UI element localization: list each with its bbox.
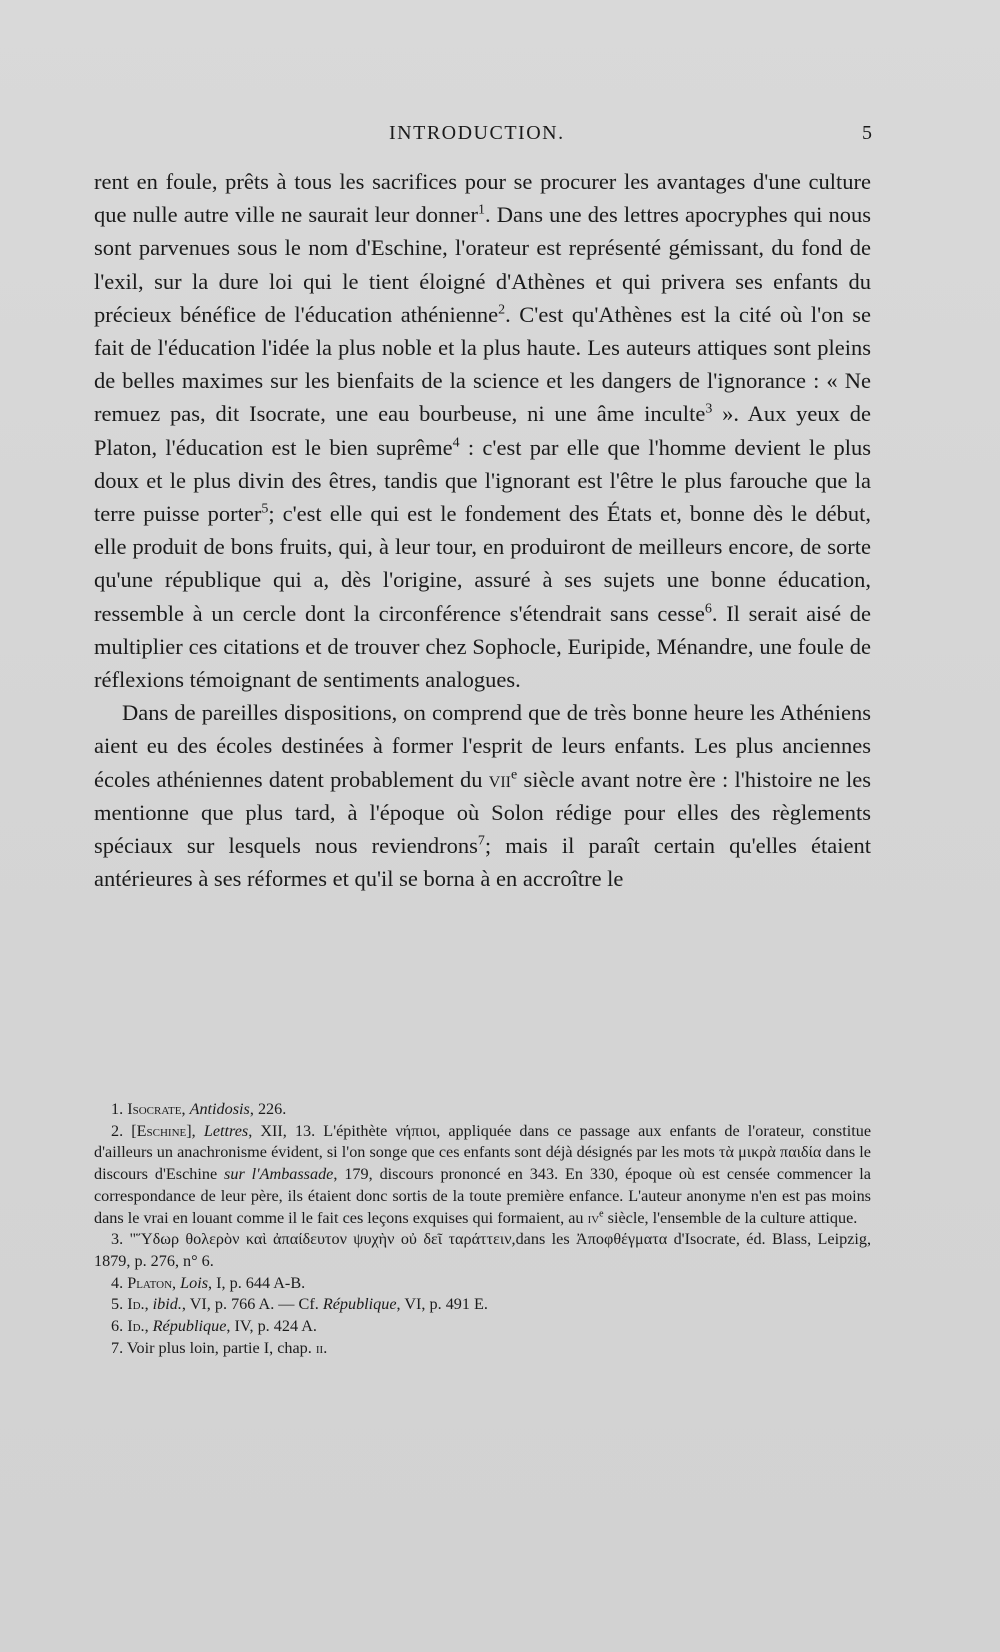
text-run: . C'est qu'Athènes est la cité où l'on se fait de l'éducation l'idée la plus noble et la plus haute. Les auteurs attiques sont pleins de belles maximes sur les bienfaits de la science et les dangers de l'ignorance : « Ne remuez pas, dit Isocrate, une eau bourbeuse, ni une âme inculte [94, 301, 871, 427]
text-run: . Dans une des lettres apocryphes qui nous sont parvenues sous le nom d'Eschine, l'orateur est représenté gémissant, du fond de l'exil, sur la dure loi qui le tient éloigné d'Athènes et qui privera ses enfants du précieux bénéfice de l'éducation athénienne [94, 202, 871, 327]
text-run: , I, p. 644 A-B. [208, 1273, 306, 1292]
text-run: . [323, 1338, 328, 1357]
footnote-author: Isocrate [127, 1100, 182, 1118]
footnote-number: 1. [111, 1100, 124, 1118]
footnote-5 [94, 1294, 871, 1316]
page-header [94, 122, 872, 152]
text-run: dans le discours d'Eschine [94, 1143, 871, 1184]
ordinal-suffix: e [511, 767, 518, 783]
text-run: , appliquée dans ce passage aux enfants de l'orateur, constitue d'ailleurs un anachronisme évident, si l'on songe que ces enfants sont déjà désignés par les mots [94, 1121, 872, 1162]
text-run: , IV, p. 424 A. [226, 1317, 317, 1336]
main-text [94, 165, 871, 895]
text-run: ; c'est elle qui est le fondement des États et, bonne dès le début, elle produit de bons fruits, qui, à leur tour, en produiront de meilleurs encore, de sorte qu'une république qui a, dès l'origine, assuré à ses sujets une bonne éducation, ressemble à un cercle dont la circonférence s'étendrait sans cesse [94, 501, 871, 626]
footnote-work: République [152, 1317, 227, 1336]
text-run: dans les [515, 1230, 577, 1249]
footnote-ref-1: 1 [478, 202, 486, 218]
page-number: 5 [862, 122, 872, 144]
running-head: INTRODUCTION. [389, 122, 565, 144]
text-run: , [144, 1317, 153, 1336]
text-run: , [172, 1273, 181, 1292]
text-run: siècle, l'ensemble de la culture attique. [603, 1208, 858, 1227]
text-run: . Il serait aisé de multiplier ces citations et de trouver chez Sophocle, Euripide, Ménandre, une foule de réflexions témoignant de sentiments analogues. [94, 600, 871, 693]
footnote-ref-2: 2 [498, 302, 506, 318]
greek-text: Ἀποφθέγματα [576, 1230, 668, 1249]
greek-text: τὰ μικρὰ παιδία [718, 1143, 822, 1162]
text-run: : c'est par elle que l'homme devient le plus doux et le plus divin des êtres, tandis que l'ignorant est l'être le plus farouche que la terre puisse porter [94, 434, 871, 527]
ordinal-suffix: e [599, 1208, 604, 1220]
footnote-work: République [322, 1295, 397, 1314]
text-run: rent en foule, prêts à tous les sacrifices pour se procurer les avantages d'une culture que nulle autre ville ne saurait leur donner [94, 169, 871, 228]
footnote-work: Antidosis [189, 1100, 250, 1118]
footnotes [94, 1099, 871, 1359]
text-run: , 179, discours prononcé en 343. En 330, époque où est censée commencer la correspondance de leur père, ils étaient donc sortis de la toute première enfance. L'auteur anonyme n'en est pas moins dans le vrai en louant comme il le fait ces leçons exquises qui formaient, au [94, 1165, 871, 1227]
text-run: ». Aux yeux de Platon, l'éducation est le bien suprême [94, 401, 871, 460]
text-run: Voir plus loin, partie I, chap. [126, 1338, 316, 1357]
footnote-work: Lettres [203, 1121, 249, 1140]
footnote-work: sur l'Ambassade [224, 1165, 334, 1184]
footnote-work: ibid. [152, 1295, 182, 1314]
footnote-number: 5. [111, 1295, 124, 1314]
paragraph-1 [94, 165, 871, 696]
greek-text: "Ὕδωρ θολερὸν καὶ ἀπαίδευτον ψυχὴν οὐ δεῖ ταράττειν, [129, 1230, 516, 1249]
text-run: , [144, 1295, 153, 1314]
footnote-6 [94, 1316, 871, 1338]
footnote-number: 6. [111, 1317, 124, 1336]
text-run: , 226. [249, 1100, 287, 1118]
footnote-3 [94, 1229, 871, 1272]
footnote-ref-4: 4 [452, 435, 460, 451]
chapter-numeral: ii [315, 1338, 324, 1357]
paragraph-2 [94, 696, 871, 895]
footnote-ref-7: 7 [477, 833, 485, 849]
footnote-author: Id. [127, 1317, 145, 1336]
text-run: siècle avant notre ère : l'histoire ne les mentionne que plus tard, à l'époque où Solon rédige pour elles des règlements spéciaux sur lesquels nous reviendrons [94, 766, 872, 859]
footnote-author: Id. [127, 1295, 145, 1314]
footnote-7 [94, 1338, 871, 1360]
text-run: , XII, 13. L'épithète [248, 1121, 396, 1140]
footnote-number: 7. [111, 1338, 124, 1357]
footnote-2 [94, 1121, 871, 1230]
footnote-number: 3. [111, 1230, 124, 1249]
footnote-ref-5: 5 [261, 501, 269, 517]
text-run: ], [186, 1121, 204, 1140]
text-run: , [181, 1100, 190, 1118]
footnote-ref-3: 3 [705, 401, 713, 417]
footnote-author: Eschine [136, 1121, 187, 1140]
footnote-ref-6: 6 [704, 601, 712, 617]
footnote-number: 2. [111, 1121, 124, 1140]
text-run: d'Isocrate, éd. Blass, Leipzig, 1879, p. 276, n° 6. [94, 1230, 871, 1270]
text-run: , VI, p. 491 E. [396, 1295, 488, 1314]
text-run: Dans de pareilles dispositions, on comprend que de très bonne heure les Athéniens aient eu des écoles destinées à former l'esprit de leurs enfants. Les plus anciennes écoles athéniennes datent probablement du [94, 700, 871, 792]
footnote-author: Platon [127, 1273, 173, 1292]
footnote-work: Lois [180, 1273, 209, 1292]
greek-text: νήπιοι [395, 1121, 437, 1140]
century-numeral: vii [488, 766, 512, 792]
century-numeral: iv [587, 1208, 600, 1227]
text-run: , VI, p. 766 A. — Cf. [181, 1295, 323, 1314]
text-run: ; mais il paraît certain qu'elles étaient antérieures à ses réformes et qu'il se borna à en accroître le [94, 833, 871, 892]
footnote-number: 4. [111, 1273, 124, 1292]
text-run: [ [131, 1121, 137, 1140]
footnote-4 [94, 1273, 871, 1295]
footnote-1 [94, 1099, 871, 1121]
